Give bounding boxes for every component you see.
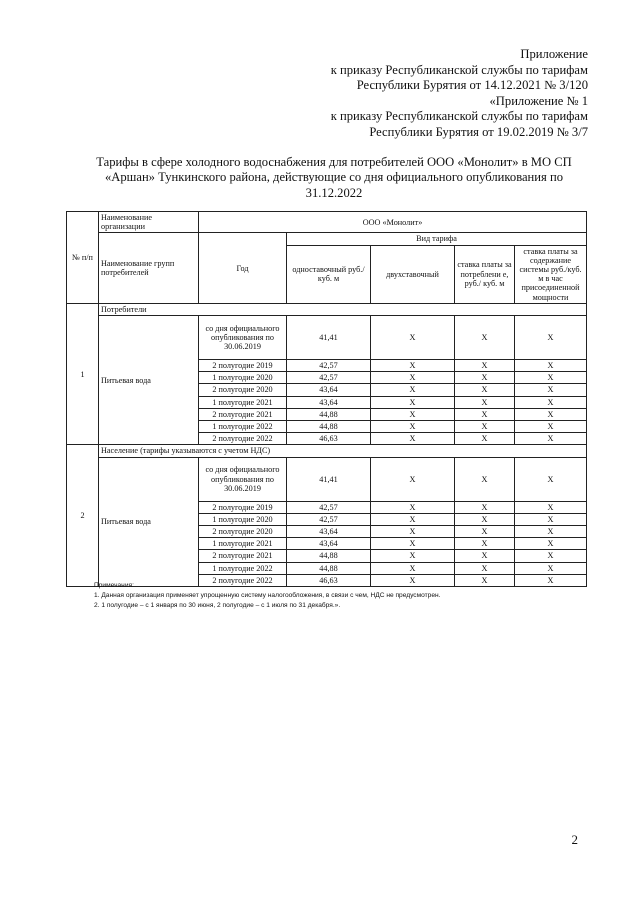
- header-line: «Приложение № 1: [489, 93, 588, 108]
- two-rate-cell: Х: [371, 433, 455, 445]
- two-rate-cell: Х: [371, 372, 455, 384]
- page-number: 2: [571, 832, 578, 847]
- capacity-rate-cell: Х: [515, 360, 587, 372]
- period-cell: 2 полугодие 2019: [199, 360, 287, 372]
- capacity-rate-cell: Х: [515, 408, 587, 420]
- single-rate-cell: 44,88: [287, 408, 371, 420]
- period-cell: 2 полугодие 2020: [199, 526, 287, 538]
- service-name: Питьевая вода: [99, 316, 199, 445]
- single-rate-cell: 46,63: [287, 574, 371, 586]
- consumption-rate-cell: Х: [455, 457, 515, 501]
- service-name: Питьевая вода: [99, 457, 199, 586]
- col-header-tariff-kind: Вид тарифа: [287, 233, 587, 245]
- note-item: 1. Данная организация применяет упрощенную систему налогообложения, в связи с чем, НДС не предусмотрен.: [94, 592, 441, 599]
- notes-heading: Примечания:: [94, 582, 134, 589]
- header-line: Республики Бурятия от 14.12.2021 № 3/120: [356, 78, 588, 93]
- consumption-rate-cell: Х: [455, 408, 515, 420]
- period-cell: 1 полугодие 2020: [199, 372, 287, 384]
- col-header-capacity-rate: ставка платы за содержание системы руб./куб. м в час присоединенной мощности: [515, 245, 587, 303]
- consumption-rate-cell: Х: [455, 538, 515, 550]
- period-cell: 2 полугодие 2021: [199, 408, 287, 420]
- document-title: [64, 155, 604, 201]
- two-rate-cell: Х: [371, 550, 455, 562]
- capacity-rate-cell: Х: [515, 457, 587, 501]
- period-cell: 1 полугодие 2021: [199, 396, 287, 408]
- period-cell: 1 полугодие 2022: [199, 421, 287, 433]
- title-line: Тарифы в сфере холодного водоснабжения для потребителей ООО «Монолит» в МО СП: [96, 155, 572, 169]
- group-row: [67, 445, 587, 457]
- header-line: Республики Бурятия от 19.02.2019 № 3/7: [369, 124, 588, 139]
- note-item: 2. 1 полугодие – с 1 января по 30 июня, 2 полугодие – с 1 июля по 31 декабря.».: [94, 602, 341, 609]
- capacity-rate-cell: Х: [515, 396, 587, 408]
- capacity-rate-cell: Х: [515, 316, 587, 360]
- capacity-rate-cell: Х: [515, 384, 587, 396]
- single-rate-cell: 43,64: [287, 384, 371, 396]
- consumer-group-label: Потребители: [99, 303, 587, 315]
- header-line: к приказу Республиканской службы по тарифам: [330, 62, 588, 77]
- period-cell: 1 полугодие 2020: [199, 513, 287, 525]
- consumption-rate-cell: Х: [455, 360, 515, 372]
- table-row: [67, 316, 587, 360]
- order-header: [331, 47, 588, 141]
- single-rate-cell: 42,57: [287, 360, 371, 372]
- two-rate-cell: Х: [371, 408, 455, 420]
- single-rate-cell: 43,64: [287, 526, 371, 538]
- two-rate-cell: Х: [371, 384, 455, 396]
- two-rate-cell: Х: [371, 457, 455, 501]
- notes: [94, 581, 594, 611]
- single-rate-cell: 46,63: [287, 433, 371, 445]
- table-row: [67, 457, 587, 501]
- consumption-rate-cell: Х: [455, 372, 515, 384]
- capacity-rate-cell: Х: [515, 372, 587, 384]
- col-header-two-rate: двухставочный: [371, 245, 455, 303]
- capacity-rate-cell: Х: [515, 526, 587, 538]
- tariff-table: [66, 211, 587, 587]
- period-cell: 1 полугодие 2021: [199, 538, 287, 550]
- capacity-rate-cell: Х: [515, 550, 587, 562]
- capacity-rate-cell: Х: [515, 433, 587, 445]
- single-rate-cell: 43,64: [287, 396, 371, 408]
- period-cell: 2 полугодие 2019: [199, 501, 287, 513]
- consumption-rate-cell: Х: [455, 421, 515, 433]
- single-rate-cell: 44,88: [287, 550, 371, 562]
- title-line: «Аршан» Тункинского района, действующие со дня официального опубликования по: [104, 170, 564, 185]
- row-number: 2: [67, 445, 99, 587]
- period-cell: 2 полугодие 2020: [199, 384, 287, 396]
- capacity-rate-cell: Х: [515, 562, 587, 574]
- col-header-consumption-rate: ставка платы за потреблени е, руб./ куб. м: [455, 245, 515, 303]
- consumption-rate-cell: Х: [455, 384, 515, 396]
- two-rate-cell: Х: [371, 562, 455, 574]
- two-rate-cell: Х: [371, 513, 455, 525]
- col-header-year: Год: [199, 233, 287, 303]
- period-cell: 2 полугодие 2022: [199, 574, 287, 586]
- two-rate-cell: Х: [371, 316, 455, 360]
- consumption-rate-cell: Х: [455, 526, 515, 538]
- period-cell: 2 полугодие 2022: [199, 433, 287, 445]
- capacity-rate-cell: Х: [515, 501, 587, 513]
- period-cell: 1 полугодие 2022: [199, 562, 287, 574]
- single-rate-cell: 41,41: [287, 316, 371, 360]
- consumption-rate-cell: Х: [455, 550, 515, 562]
- single-rate-cell: 42,57: [287, 372, 371, 384]
- title-line: 31.12.2022: [305, 185, 363, 200]
- period-cell: 2 полугодие 2021: [199, 550, 287, 562]
- capacity-rate-cell: Х: [515, 574, 587, 586]
- single-rate-cell: 41,41: [287, 457, 371, 501]
- two-rate-cell: Х: [371, 538, 455, 550]
- header-line: к приказу Республиканской службы по тарифам: [330, 109, 588, 124]
- two-rate-cell: Х: [371, 360, 455, 372]
- two-rate-cell: Х: [371, 526, 455, 538]
- single-rate-cell: 44,88: [287, 421, 371, 433]
- col-header-number: № п/п: [67, 212, 99, 304]
- consumption-rate-cell: Х: [455, 562, 515, 574]
- col-header-single-rate: одноставочный руб./ куб. м: [287, 245, 371, 303]
- group-row: [67, 303, 587, 315]
- org-name-value: ООО «Монолит»: [199, 212, 587, 233]
- capacity-rate-cell: Х: [515, 421, 587, 433]
- col-header-org-name: Наименование организации: [99, 212, 199, 233]
- consumption-rate-cell: Х: [455, 513, 515, 525]
- two-rate-cell: Х: [371, 501, 455, 513]
- col-header-consumer-groups: Наименование групп потребителей: [99, 233, 199, 303]
- single-rate-cell: 42,57: [287, 501, 371, 513]
- row-number: 1: [67, 303, 99, 445]
- consumption-rate-cell: Х: [455, 396, 515, 408]
- period-cell: со дня официального опубликования по 30.06.2019: [199, 457, 287, 501]
- period-cell: со дня официального опубликования по 30.06.2019: [199, 316, 287, 360]
- two-rate-cell: Х: [371, 396, 455, 408]
- single-rate-cell: 43,64: [287, 538, 371, 550]
- consumption-rate-cell: Х: [455, 433, 515, 445]
- consumption-rate-cell: Х: [455, 574, 515, 586]
- header-line: Приложение: [520, 47, 588, 61]
- consumption-rate-cell: Х: [455, 316, 515, 360]
- two-rate-cell: Х: [371, 574, 455, 586]
- capacity-rate-cell: Х: [515, 513, 587, 525]
- two-rate-cell: Х: [371, 421, 455, 433]
- capacity-rate-cell: Х: [515, 538, 587, 550]
- consumer-group-label: Население (тарифы указываются с учетом НДС): [99, 445, 587, 457]
- single-rate-cell: 42,57: [287, 513, 371, 525]
- consumption-rate-cell: Х: [455, 501, 515, 513]
- single-rate-cell: 44,88: [287, 562, 371, 574]
